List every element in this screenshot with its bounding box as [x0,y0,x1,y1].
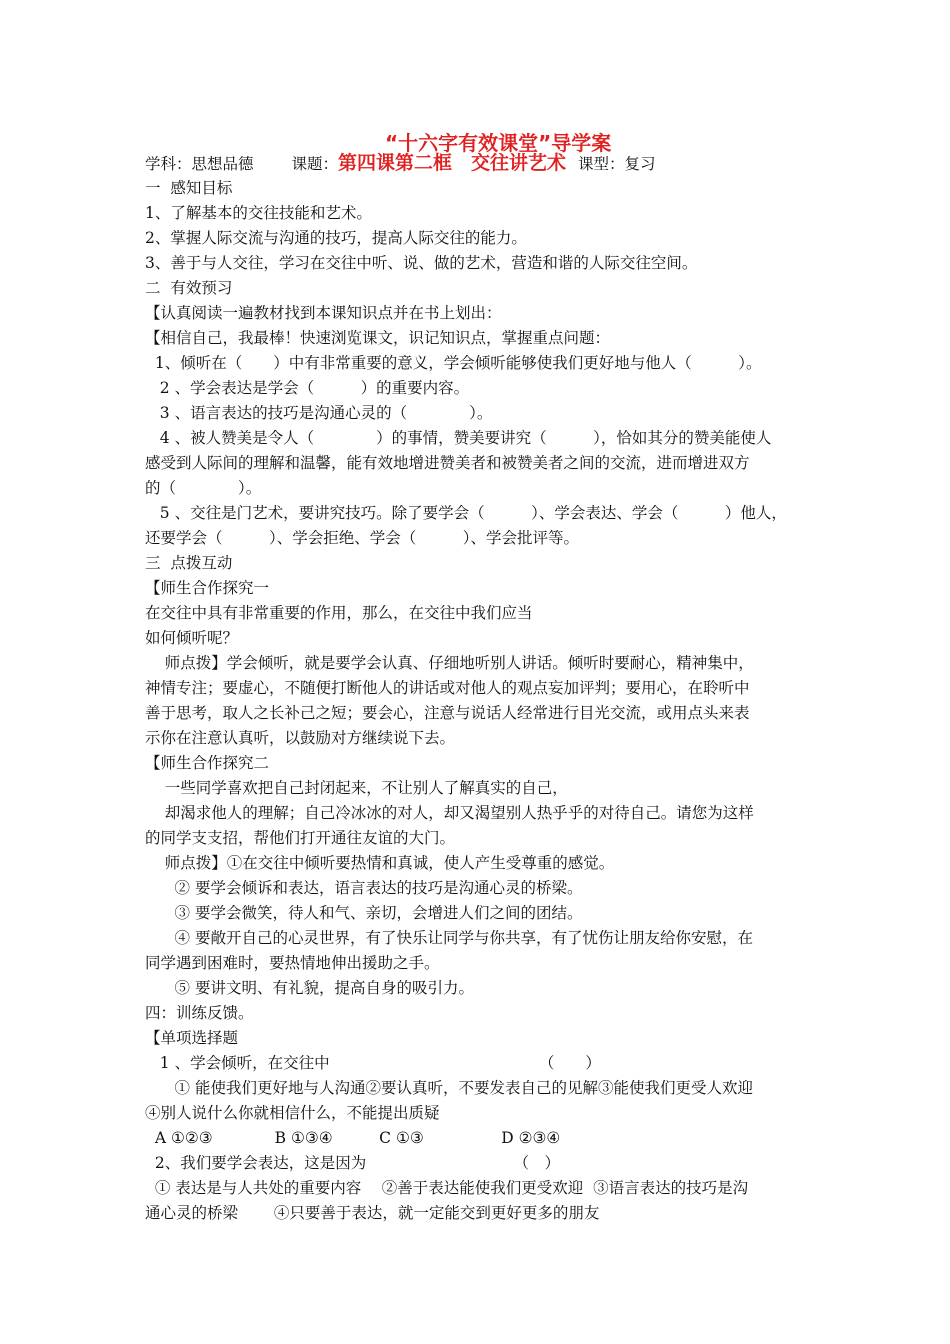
subject-label: 学科：思想品德 [145,155,254,173]
text-line: 师点拨】学会倾听，就是要学会认真、仔细地听别人讲话。倾听时要耐心，精神集中， [145,654,754,672]
text-line: 感受到人际间的理解和温馨，能有效地增进赞美者和被赞美者之间的交流，进而增进双方 [145,454,750,472]
text-line: 一 感知目标 [145,179,233,197]
text-line: 2、掌握人际交流与沟通的技巧，提高人际交往的能力。 [145,229,527,247]
text-line: A ①②③ B ①③④ C ①③ D ②③④ [145,1129,561,1147]
text-line: 二 有效预习 [145,279,233,297]
topic-title: 第四课第二框 交往讲艺术 [338,152,567,174]
text-line: ① 能使我们更好地与人沟通②要认真听，不要发表自己的见解③能使我们更受人欢迎 [145,1079,753,1097]
text-line: 如何倾听呢？ [145,629,239,647]
meta-line [145,153,656,174]
text-line: 1、倾听在（ ）中有非常重要的意义，学会倾听能够使我们更好地与他人（ ）。 [145,354,762,372]
text-line: 神情专注；要虚心，不随便打断他人的讲话或对他人的观点妄加评判；要用心，在聆听中 [145,679,750,697]
text-line: 通心灵的桥梁 ④只要善于表达，就一定能交到更好更多的朋友 [145,1204,600,1222]
text-line: 示你在注意认真听，以鼓励对方继续说下去。 [145,729,456,747]
text-line: 的同学支支招，帮他们打开通往友谊的大门。 [145,829,456,847]
text-line: 5 、交往是门艺术，要讲究技巧。除了要学会（ ）、学会表达、学会（ ）他人， [145,504,787,522]
text-line: 【相信自己，我最棒！快速浏览课文，识记知识点，掌握重点问题： [145,329,611,347]
text-line: ① 表达是与人共处的重要内容 ②善于表达能使我们更受欢迎 ③语言表达的技巧是沟 [145,1179,749,1197]
text-line: ② 要学会倾诉和表达，语言表达的技巧是沟通心灵的桥梁。 [145,879,583,897]
text-line: 【师生合作探究二 [145,754,270,772]
lesson-type: 课型：复习 [578,155,656,173]
text-line: ③ 要学会微笑，待人和气、亲切，会增进人们之间的团结。 [145,904,583,922]
text-line: 1、了解基本的交往技能和艺术。 [145,204,372,222]
topic-label: 课题： [291,155,339,173]
text-line: 【单项选择题 [145,1029,239,1047]
text-line: ④ 要敞开自己的心灵世界，有了快乐让同学与你共享，有了忧伤让朋友给你安慰，在 [145,929,753,947]
text-line: 同学遇到困难时，要热情地伸出援助之手。 [145,954,440,972]
text-line: 四：训练反馈。 [145,1004,254,1022]
text-line: ⑤ 要讲文明、有礼貌，提高自身的吸引力。 [145,979,474,997]
text-line: 2 、学会表达是学会（ ）的重要内容。 [145,379,470,397]
text-line: 3 、语言表达的技巧是沟通心灵的（ ）。 [145,404,493,422]
text-line: 1 、学会倾听，在交往中 （ ） [145,1054,601,1072]
text-line: 师点拨】①在交往中倾听要热情和真诚，使人产生受尊重的感觉。 [145,854,615,872]
text-line: 却渴求他人的理解；自己冷冰冰的对人，却又渴望别人热乎乎的对待自己。请您为这样 [145,804,754,822]
page-title: “十六字有效课堂”导学案 [385,131,612,155]
text-line: 的（ ）。 [145,479,262,497]
text-line: ④别人说什么你就相信什么，不能提出质疑 [145,1104,440,1122]
text-line: 在交往中具有非常重要的作用，那么，在交往中我们应当 [145,604,533,622]
text-line: 还要学会（ ）、学会拒绝、学会（ ）、学会批评等。 [145,529,580,547]
text-line: 一些同学喜欢把自己封闭起来，不让别人了解真实的自己， [145,779,568,797]
text-line: 【认真阅读一遍教材找到本课知识点并在书上划出： [145,304,502,322]
text-line: 三 点拨互动 [145,554,233,572]
text-line: 【师生合作探究一 [145,579,270,597]
text-line: 4 、被人赞美是令人（ ）的事情，赞美要讲究（ ），恰如其分的赞美能使人 [145,429,772,447]
text-line: 善于思考，取人之长补己之短；要会心，注意与说话人经常进行目光交流，或用点头来表 [145,704,750,722]
text-line: 2、我们要学会表达，这是因为 （ ） [145,1154,560,1172]
text-line: 3、善于与人交往，学习在交往中听、说、做的艺术，营造和谐的人际交往空间。 [145,254,698,272]
